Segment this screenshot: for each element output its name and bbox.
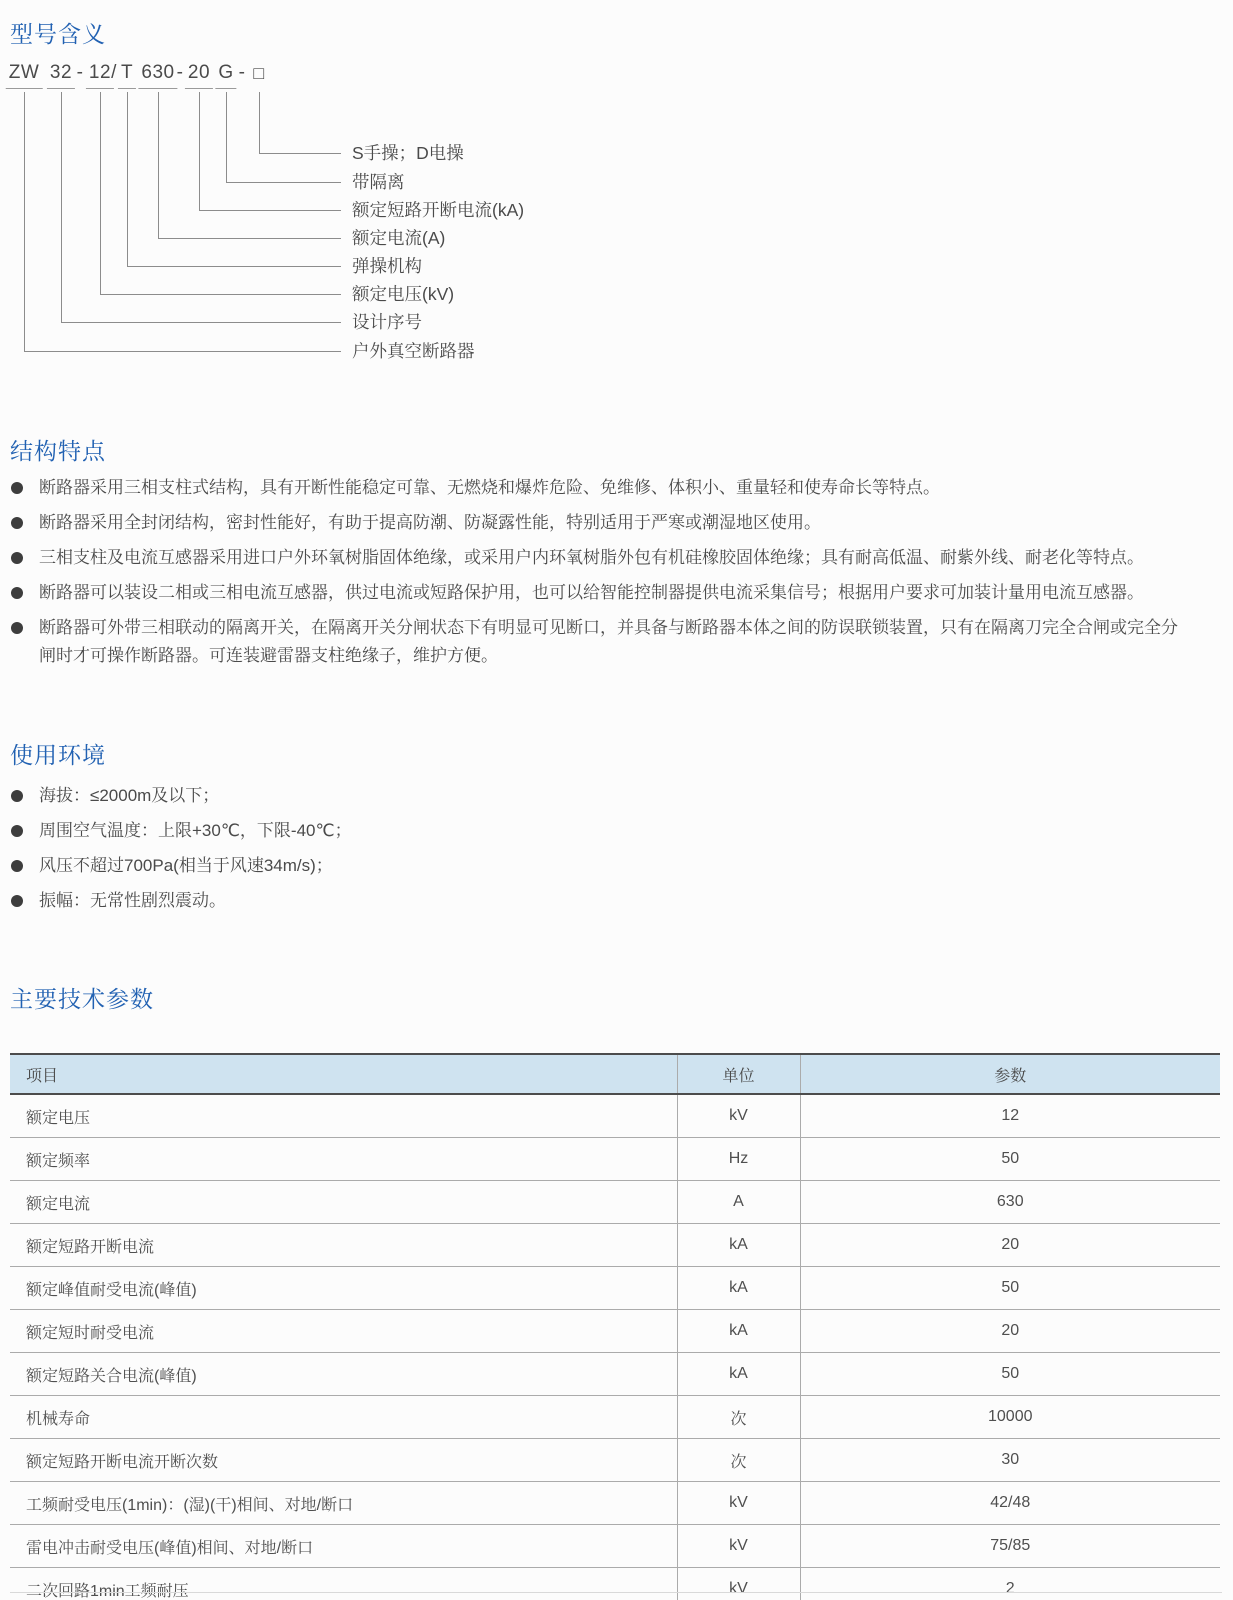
table-row: [10, 1181, 1220, 1224]
section-title-parameters: 主要技术参数: [10, 986, 154, 1012]
cell-item: 额定短时耐受电流: [10, 1310, 677, 1353]
bullet-icon: [11, 552, 23, 564]
model-segment-isolation: G: [215, 62, 236, 89]
bullet-icon: [11, 517, 23, 529]
parameters-table: [10, 1053, 1220, 1600]
environment-list: [10, 782, 1190, 922]
bullet-icon: [11, 587, 23, 599]
model-label-design: 设计序号: [352, 312, 422, 332]
bullet-text: 振幅：无常性剧烈震动。: [39, 891, 226, 910]
table-row: [10, 1568, 1220, 1600]
cell-value: 50: [800, 1353, 1220, 1396]
table-row: [10, 1525, 1220, 1568]
page-bottom-divider: [10, 1592, 1222, 1593]
table-row: [10, 1138, 1220, 1181]
model-segment-voltage: 12: [86, 62, 114, 89]
model-separator-dash: -: [176, 62, 184, 83]
bullet-icon: [11, 895, 23, 907]
bullet-text: 三相支柱及电流互感器采用进口户外环氧树脂固体绝缘，或采用户内环氧树脂外包有机硅橡胶固体绝缘；具有耐高低温、耐紫外线、耐老化等特点。: [39, 548, 1144, 567]
list-item: [10, 509, 1190, 537]
cell-item: 雷电冲击耐受电压(峰值)相间、对地/断口: [10, 1525, 677, 1568]
list-item: [10, 817, 1190, 845]
table-row: [10, 1439, 1220, 1482]
cell-unit: 次: [677, 1439, 800, 1482]
model-segment-mech: T: [118, 62, 136, 89]
cell-unit: kV: [677, 1482, 800, 1525]
list-item: [10, 544, 1190, 572]
model-separator-dash: -: [238, 62, 246, 83]
bullet-text: 断路器可以装设二相或三相电流互感器，供过电流或短路保护用，也可以给智能控制器提供电流采集信号；根据用户要求可加装计量用电流互感器。: [39, 583, 1144, 602]
cell-item: 额定短路关合电流(峰值): [10, 1353, 677, 1396]
column-header-unit: 单位: [677, 1054, 800, 1094]
bullet-text: 海拔：≤2000m及以下；: [39, 786, 220, 805]
bullet-icon: [11, 860, 23, 872]
cell-item: 额定短路开断电流开断次数: [10, 1439, 677, 1482]
cell-unit: 次: [677, 1396, 800, 1439]
list-item: [10, 782, 1190, 810]
column-header-item: 项目: [10, 1054, 677, 1094]
cell-unit: kA: [677, 1224, 800, 1267]
model-segment-design: 32: [47, 62, 75, 89]
cell-value: 20: [800, 1310, 1220, 1353]
cell-unit: kV: [677, 1094, 800, 1138]
cell-value: 10000: [800, 1396, 1220, 1439]
cell-value: 2: [800, 1568, 1220, 1600]
table-row: [10, 1482, 1220, 1525]
cell-item: 额定短路开断电流: [10, 1224, 677, 1267]
section-title-environment: 使用环境: [10, 742, 106, 768]
cell-value: 50: [800, 1138, 1220, 1181]
cell-value: 75/85: [800, 1525, 1220, 1568]
cell-value: 42/48: [800, 1482, 1220, 1525]
bullet-text: 断路器可外带三相联动的隔离开关，在隔离开关分闸状态下有明显可见断口，并具备与断路器本体之间的防误联锁装置，只有在隔离刀完全合闸或完全分闸时才可操作断路器。可连装避雷器支柱绝缘子，维护方便。: [39, 618, 1178, 665]
model-segment-current: 630: [138, 62, 177, 89]
model-segment-operation-box: □: [253, 63, 265, 83]
model-segment-breaking: 20: [185, 62, 213, 89]
list-item: [10, 887, 1190, 915]
cell-value: 630: [800, 1181, 1220, 1224]
cell-item: 额定电流: [10, 1181, 677, 1224]
cell-item: 工频耐受电压(1min)：(湿)(干)相间、对地/断口: [10, 1482, 677, 1525]
model-label-voltage: 额定电压(kV): [352, 284, 455, 304]
model-label-isolation: 带隔离: [352, 172, 405, 192]
structure-features-list: [10, 474, 1190, 677]
cell-value: 12: [800, 1094, 1220, 1138]
cell-unit: kA: [677, 1353, 800, 1396]
model-label-series: 户外真空断路器: [352, 341, 475, 361]
cell-unit: kV: [677, 1525, 800, 1568]
table-row: [10, 1094, 1220, 1138]
cell-unit: Hz: [677, 1138, 800, 1181]
table-row: [10, 1396, 1220, 1439]
cell-value: 20: [800, 1224, 1220, 1267]
bullet-text: 断路器采用三相支柱式结构，具有开断性能稳定可靠、无燃烧和爆炸危险、免维修、体积小、重量轻和使寿命长等特点。: [39, 478, 940, 497]
bullet-text: 风压不超过700Pa(相当于风速34m/s)；: [39, 856, 333, 875]
table-row: [10, 1267, 1220, 1310]
cell-item: 额定峰值耐受电流(峰值): [10, 1267, 677, 1310]
cell-item: 额定频率: [10, 1138, 677, 1181]
bullet-text: 断路器采用全封闭结构，密封性能好，有助于提高防潮、防凝露性能，特别适用于严寒或潮湿地区使用。: [39, 513, 821, 532]
cell-item: 二次回路1min工频耐压: [10, 1568, 677, 1600]
table-row: [10, 1310, 1220, 1353]
section-title-model-meaning: 型号含义: [10, 21, 106, 47]
connector-line-series: [24, 92, 341, 352]
model-label-mech: 弹操机构: [352, 256, 422, 276]
cell-unit: A: [677, 1181, 800, 1224]
list-item: [10, 474, 1190, 502]
model-separator-dash: -: [76, 62, 84, 83]
bullet-icon: [11, 825, 23, 837]
cell-unit: kA: [677, 1267, 800, 1310]
model-label-breaking: 额定短路开断电流(kA): [352, 200, 525, 220]
bullet-text: 周围空气温度：上限+30℃，下限-40℃；: [39, 821, 352, 840]
list-item: [10, 614, 1190, 670]
cell-value: 30: [800, 1439, 1220, 1482]
model-label-operation: S手操；D电操: [352, 143, 464, 163]
table-header-row: [10, 1054, 1220, 1094]
cell-unit: kA: [677, 1310, 800, 1353]
model-label-current: 额定电流(A): [352, 228, 446, 248]
bullet-icon: [11, 622, 23, 634]
list-item: [10, 579, 1190, 607]
cell-value: 50: [800, 1267, 1220, 1310]
list-item: [10, 852, 1190, 880]
cell-item: 机械寿命: [10, 1396, 677, 1439]
cell-unit: kV: [677, 1568, 800, 1600]
section-title-structure-features: 结构特点: [10, 438, 106, 464]
model-segment-series: ZW: [6, 62, 43, 89]
cell-item: 额定电压: [10, 1094, 677, 1138]
column-header-value: 参数: [800, 1054, 1220, 1094]
bullet-icon: [11, 482, 23, 494]
table-row: [10, 1224, 1220, 1267]
table-row: [10, 1353, 1220, 1396]
model-separator-slash: /: [111, 62, 117, 83]
bullet-icon: [11, 790, 23, 802]
